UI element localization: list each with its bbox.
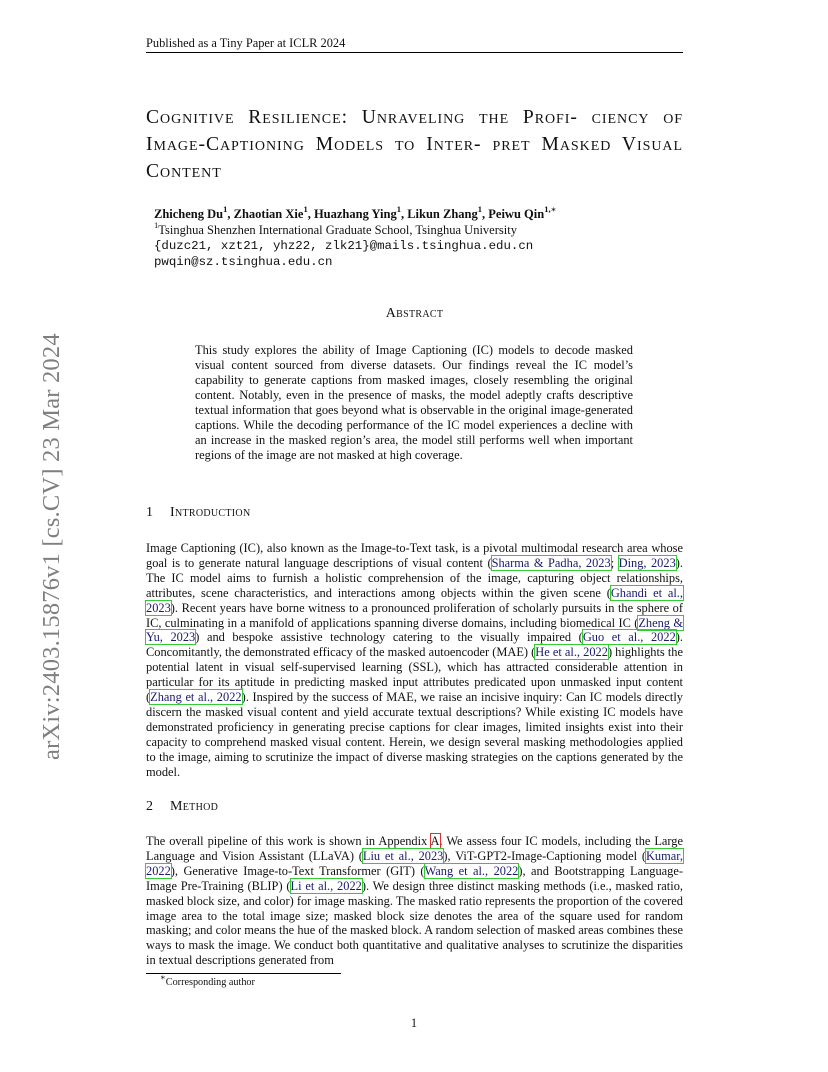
section-number: 1 (146, 505, 154, 520)
footnote (160, 971, 255, 990)
citation-link[interactable]: He et al., 2022 (535, 645, 608, 660)
author-affiliation-mark: 1 (303, 203, 308, 214)
abstract-text: This study explores the ability of Image Captioning (IC) models to decode masked visual content sourced from diverse datasets. Our findings reveal the IC model’s capability to generate captions from masked images, closely resembling the original content. Notably, even in the presence of masks, the model adeptly crafts descriptive textual information that goes beyond what is observable in the original image-generated captions. While the decoding performance of the IC model experiences a decline with an increase in the masked region’s area, the model still performs well when important regions of the image are not masked at high coverage. (195, 343, 633, 463)
text-run: ). The IC model aims to furnish a holistic comprehension of the image, capturing object relationships, attributes, scene characteristics, and interactions among objects within the given scene ( (146, 555, 684, 600)
section-number: 2 (146, 799, 154, 814)
section-title: Introduction (170, 505, 251, 520)
citation-link[interactable]: Guo et al., 2022 (582, 630, 676, 645)
paper-title: Cognitive Resilience: Unraveling the Profi- ciency of Image-Captioning Models to Inter- pret Masked Visual Content (146, 107, 683, 182)
footnote-marker: ∗ (160, 971, 166, 982)
introduction-paragraph: Image Captioning (IC), also known as the Image-to-Text task, is a pivotal multimodal research area whose goal is to generate natural language descriptions of visual content (Sharma & Padha, 2023; Ding, 2023). The IC model aims to furnish a holistic comprehension of the image, capturing object relationships, attributes, scene characteristics, and interactions among objects within the given scene (Ghandi et al., 2023). Recent years have borne witness to a pronounced proliferation of scholarly pursuits in the sphere of IC, culminating in a manifold of applications spanning diverse domains, including biomedical IC (Zheng & Yu, 2023) and bespoke assistive technology catering to the visually impaired (Guo et al., 2022). Concomitantly, the demonstrated efficacy of the masked autoencoder (MAE) (He et al., 2022) highlights the potential latent in visual self-supervised learning (SSL), which has attracted considerable attention in particular for its aptitude in predicting masked input attributes predicated upon unmasked input content (Zhang et al., 2022). Inspired by the success of MAE, we raise an incisive inquiry: Can IC models directly discern the masked visual content and yield accurate textual descriptions? While existing IC models have demonstrated proficiency in generating precise captions for clear images, limited insights exist into their capacity to comprehend masked visual content. Herein, we design several masking methodologies applied to the image, aiming to scrutinize the impact of diverse masking strategies on the captions generated by the model. (146, 541, 684, 779)
author-affiliation-mark: 1 (477, 203, 483, 214)
text-run: ), Generative Image-to-Text Transformer (GIT) ( (170, 863, 425, 878)
text-run: The overall pipeline of this work is shown in Appendix (146, 834, 431, 848)
citation-link[interactable]: Zhang et al., 2022 (150, 690, 242, 705)
section-heading-method (146, 799, 218, 815)
citation-link[interactable]: Ding, 2023 (618, 555, 676, 570)
text-run: ), ViT-GPT2-Image-Captioning model ( (443, 848, 646, 863)
affiliation-text: Tsinghua Shenzhen International Graduate School, Tsinghua University (158, 223, 517, 237)
author-block (154, 203, 684, 270)
section-heading-introduction (146, 505, 250, 521)
text-run: ). Concomitantly, the demonstrated efficacy of the masked autoencoder (MAE) ( (146, 630, 683, 660)
text-run: ) highlights the potential latent in visual self-supervised learning (SSL), which has attracted considerable attention in particular for its aptitude in predicting masked input attributes predicated upon unmasked input content ( (146, 645, 683, 705)
author-name: Zhicheng Du (154, 207, 224, 221)
author-emails: {duzc21, xzt21, yhz22, zlk21}@mails.tsinghua.edu.cn (154, 239, 534, 253)
author-affiliation-mark: 1,∗ (544, 203, 557, 214)
author-affiliation-mark: 1 (396, 203, 401, 214)
running-header: Published as a Tiny Paper at ICLR 2024 (146, 36, 346, 50)
footnote-text: Corresponding author (165, 977, 255, 988)
author-name: Peiwu Qin (488, 207, 545, 221)
footnote-rule (146, 973, 341, 974)
author-names: Zhicheng Du$^1$, Zhaotian Xie$^1$, Huazhang Ying$^1$, Likun Zhang$^1$, Peiwu Qin$^{1,∗}$ (154, 203, 557, 221)
citation-link[interactable]: Ghandi et al., 2023 (146, 585, 683, 615)
text-run: ). Inspired by the success of MAE, we raise an incisive inquiry: Can IC models directly discern the masked visual content and yield accurate textual descriptions? While existing IC models have demonstrated proficiency in generating precise captions for clear images, limited insights exist into their capacity to comprehend masked visual content. Herein, we design several masking methodologies applied to the image, aiming to scrutinize the impact of diverse masking strategies on the captions generated by the model. (146, 690, 683, 779)
page-number: 1 (410, 1016, 418, 1030)
text-run: ; (610, 555, 619, 570)
author-affiliation-mark: 1 (223, 203, 228, 214)
author-name: Likun Zhang (407, 207, 478, 221)
corresponding-email: pwqin@sz.tsinghua.edu.cn (154, 255, 333, 269)
text-run: ). Recent years have borne witness to a pronounced proliferation of scholarly pursuits in the sphere of IC, culminating in a manifold of applications spanning diverse domains, including biomedical IC ( (146, 600, 683, 630)
citation-link[interactable]: Zheng & Yu, 2023 (146, 615, 683, 645)
citation-link[interactable]: Wang et al., 2022 (424, 863, 519, 878)
abstract-heading: Abstract (385, 306, 444, 321)
text-run: ). We design three distinct masking methods (i.e., masked ratio, masked block size, and color) for image masking. The masked ratio represents the proportion of the covered image area to the total image size; masked block size denotes the area of the square used for random masking; and color means the hue of the masked block. A random selection of masked areas combines these ways to mask the image. We conduct both quantitative and qualitative analyses to scrutinize the disparities in textual descriptions generated from (146, 878, 683, 968)
citation-link[interactable]: Kumar, 2022 (146, 848, 683, 878)
arxiv-identifier-stamp: arXiv:2403.15876v1 [cs.CV] 23 Mar 2024 (38, 333, 65, 760)
section-title: Method (170, 799, 219, 814)
author-name: Huazhang Ying (313, 207, 397, 221)
citation-link[interactable]: Sharma & Padha, 2023 (491, 555, 611, 570)
text-run: . We assess four IC models, including the Large Language and Vision Assistant (LLaVA) ( (146, 834, 683, 863)
citation-link[interactable]: Li et al., 2022 (290, 878, 362, 893)
method-paragraph (146, 834, 683, 968)
text-run: ) and bespoke assistive technology catering to the visually impaired ( (195, 630, 583, 645)
citation-link[interactable]: Liu et al., 2023 (362, 848, 444, 863)
appendix-link[interactable]: A (430, 834, 440, 848)
text-run: Image Captioning (IC), also known as the Image-to-Text task, is a pivotal multimodal research area whose goal is to generate natural language descriptions of visual content (146, 541, 683, 570)
header-rule (146, 52, 683, 53)
author-name: Zhaotian Xie (233, 207, 304, 221)
author-affiliation (154, 219, 684, 238)
affiliation-mark: 1 (154, 219, 159, 230)
text-run: ), and Bootstrapping Language-Image Pre-Training (BLIP) ( (146, 863, 683, 893)
